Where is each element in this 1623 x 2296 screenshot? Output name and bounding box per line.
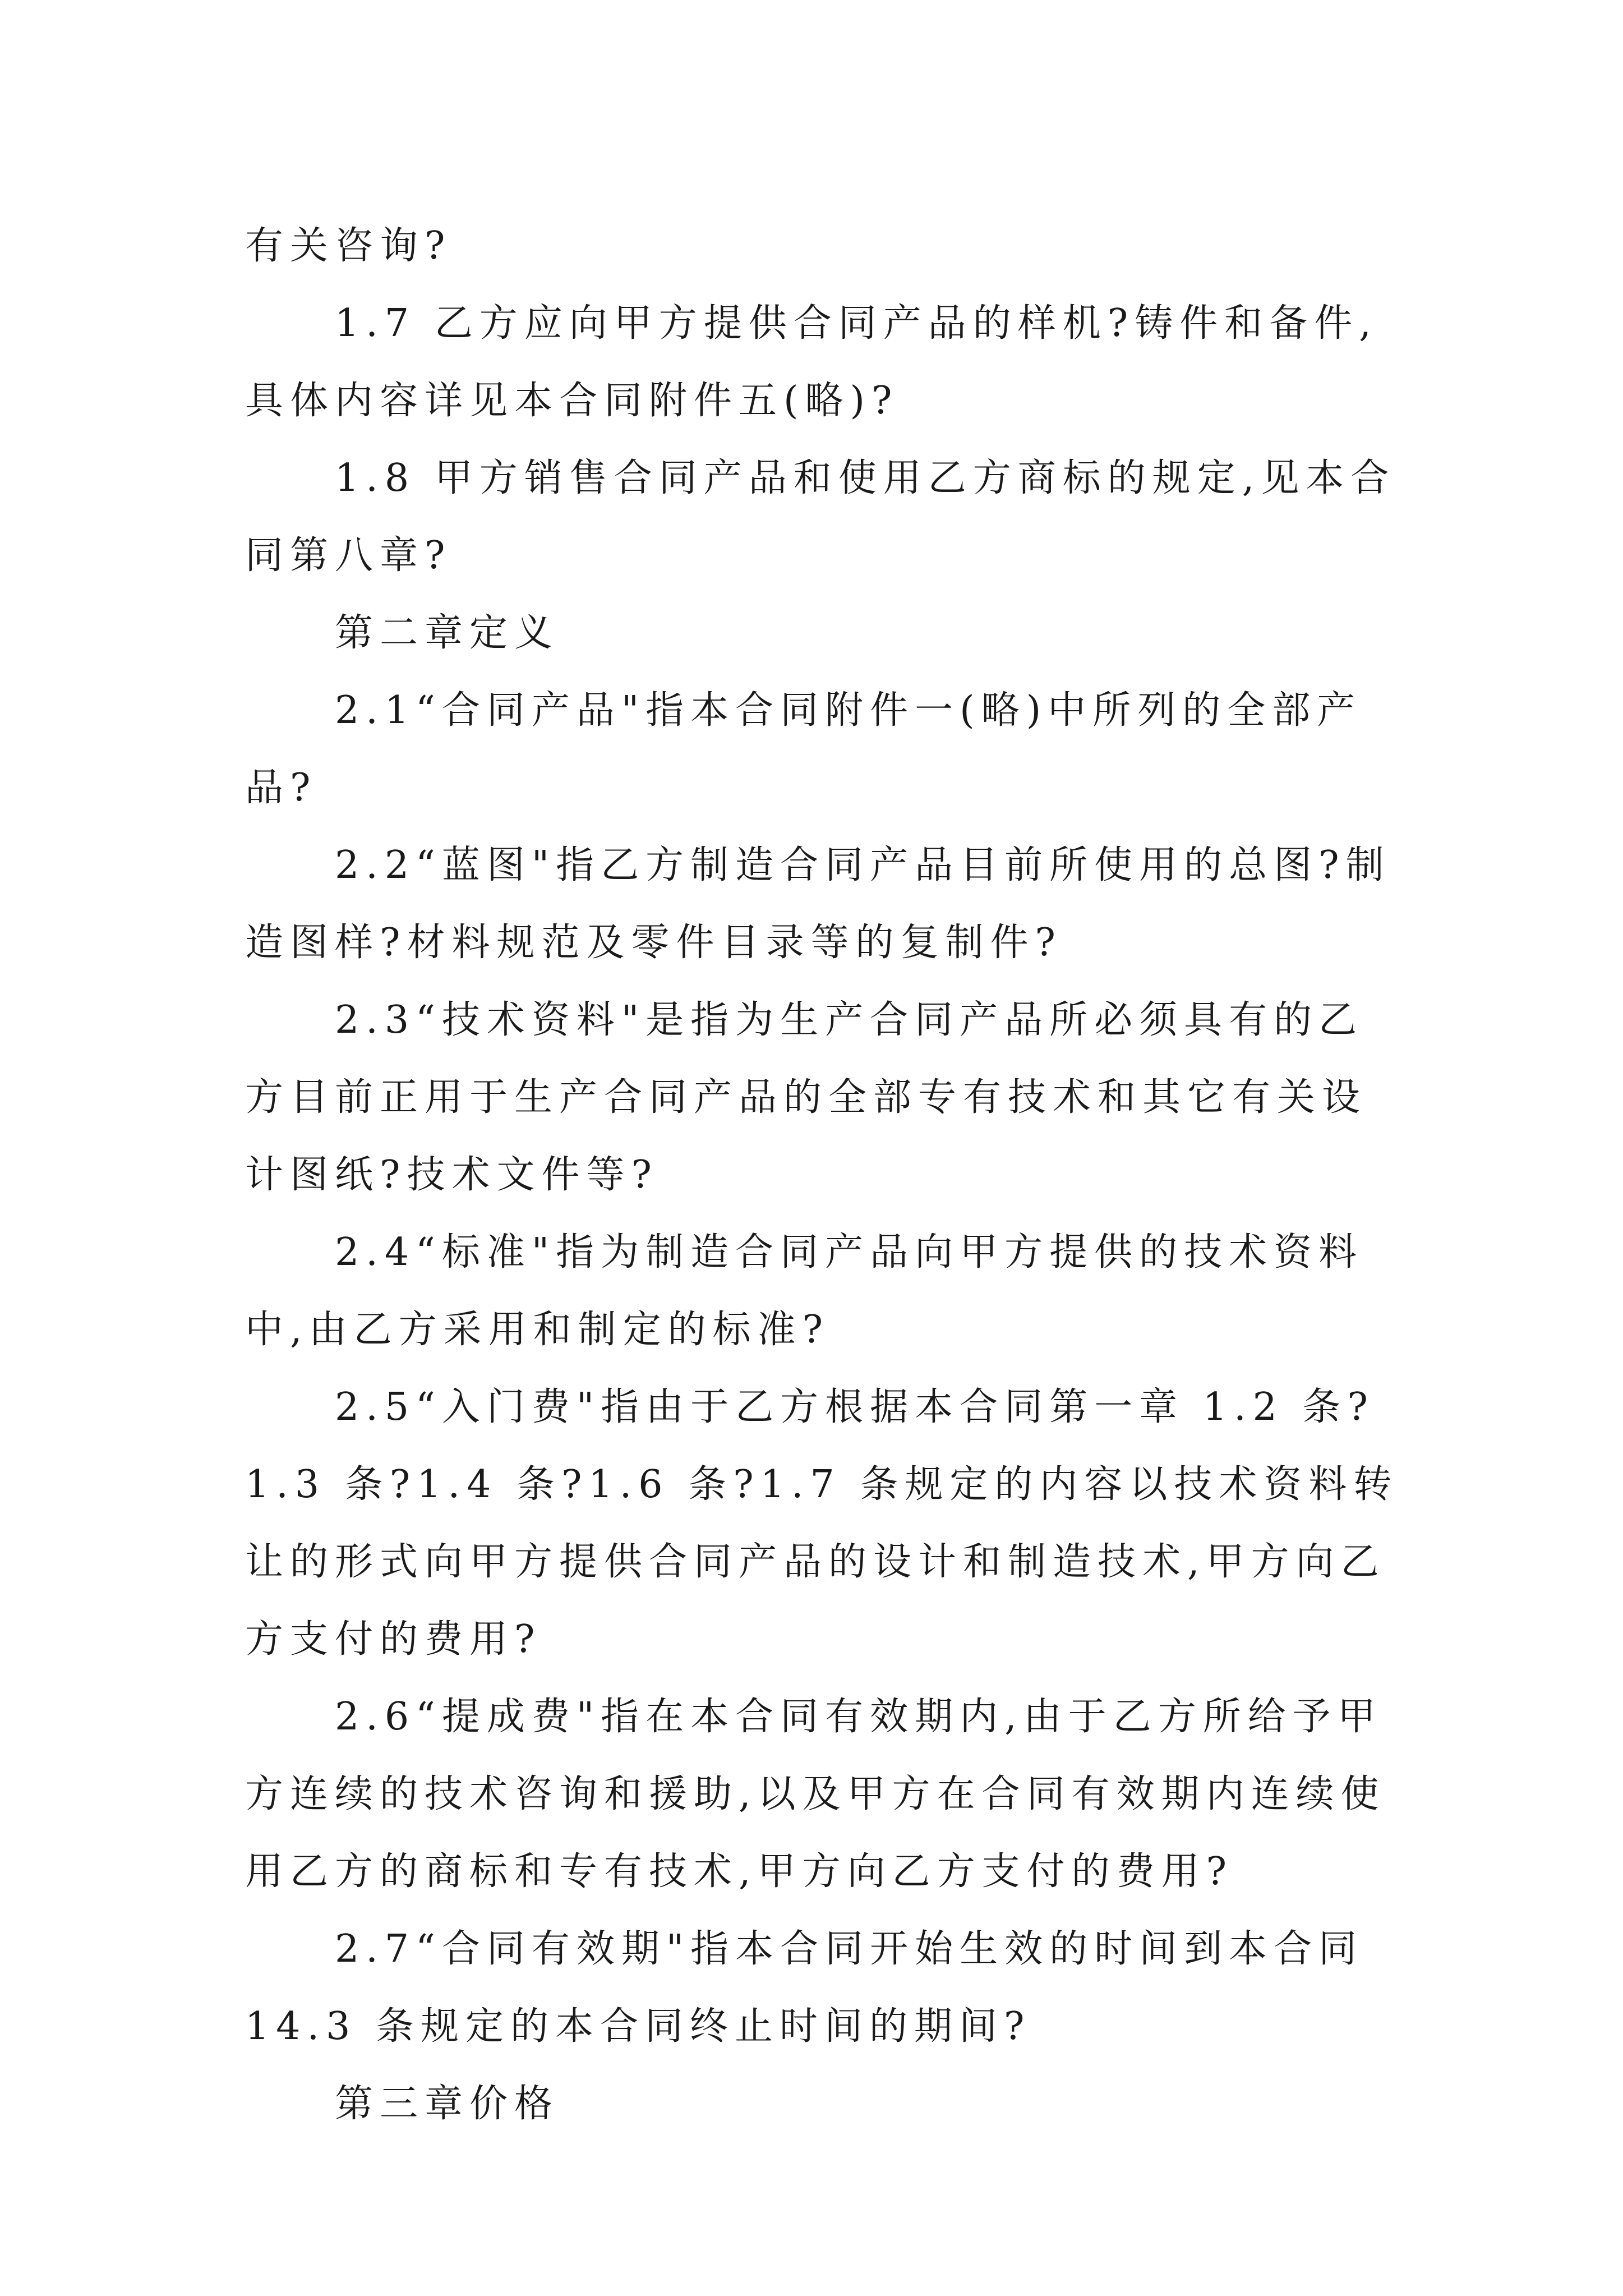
- clause-2-6: 2.6“提成费"指在本合同有效期内,由于乙方所给予甲方连续的技术咨询和援助,以及甲方在合同有效期内连续使用乙方的商标和专有技术,甲方向乙方支付的费用?: [245, 1695, 1386, 1894]
- clause-2-7: 2.7“合同有效期"指本合同开始生效的时间到本合同 14.3 条规定的本合同终止时间的期间?: [245, 1927, 1364, 2049]
- clause-2-5: 2.5“入门费"指由于乙方根据本合同第一章 1.2 条?1.3 条?1.4 条?1.6 条?1.7 条规定的内容以技术资料转让的形式向甲方提供合同产品的设计和制造技术,甲方向乙方支付的费用?: [245, 1385, 1399, 1662]
- clause-2-3: 2.3“技术资料"是指为生产合同产品所必须具有的乙方目前正用于生产合同产品的全部专有技术和其它有关设计图纸?技术文件等?: [245, 998, 1367, 1197]
- paragraph-continuation: 有关咨询?: [245, 224, 452, 268]
- clause-2-2: 2.2“蓝图"指乙方制造合同产品目前所使用的总图?制造图样?材料规范及零件目录等的复制件?: [245, 843, 1391, 965]
- clause-2-1: 2.1“合同产品"指本合同附件一(略)中所列的全部产品?: [245, 688, 1362, 810]
- chapter-2-heading: 第二章定义: [335, 611, 560, 655]
- chapter-3-heading: 第三章价格: [335, 2082, 560, 2126]
- clause-1-7: 1.7 乙方应向甲方提供合同产品的样机?铸件和备件,具体内容详见本合同附件五(略)?: [245, 301, 1378, 423]
- clause-1-8: 1.8 甲方销售合同产品和使用乙方商标的规定,见本合同第八章?: [245, 456, 1396, 578]
- clause-2-4: 2.4“标准"指为制造合同产品向甲方提供的技术资料中,由乙方采用和制定的标准?: [245, 1230, 1364, 1352]
- document-body: [245, 208, 1406, 2143]
